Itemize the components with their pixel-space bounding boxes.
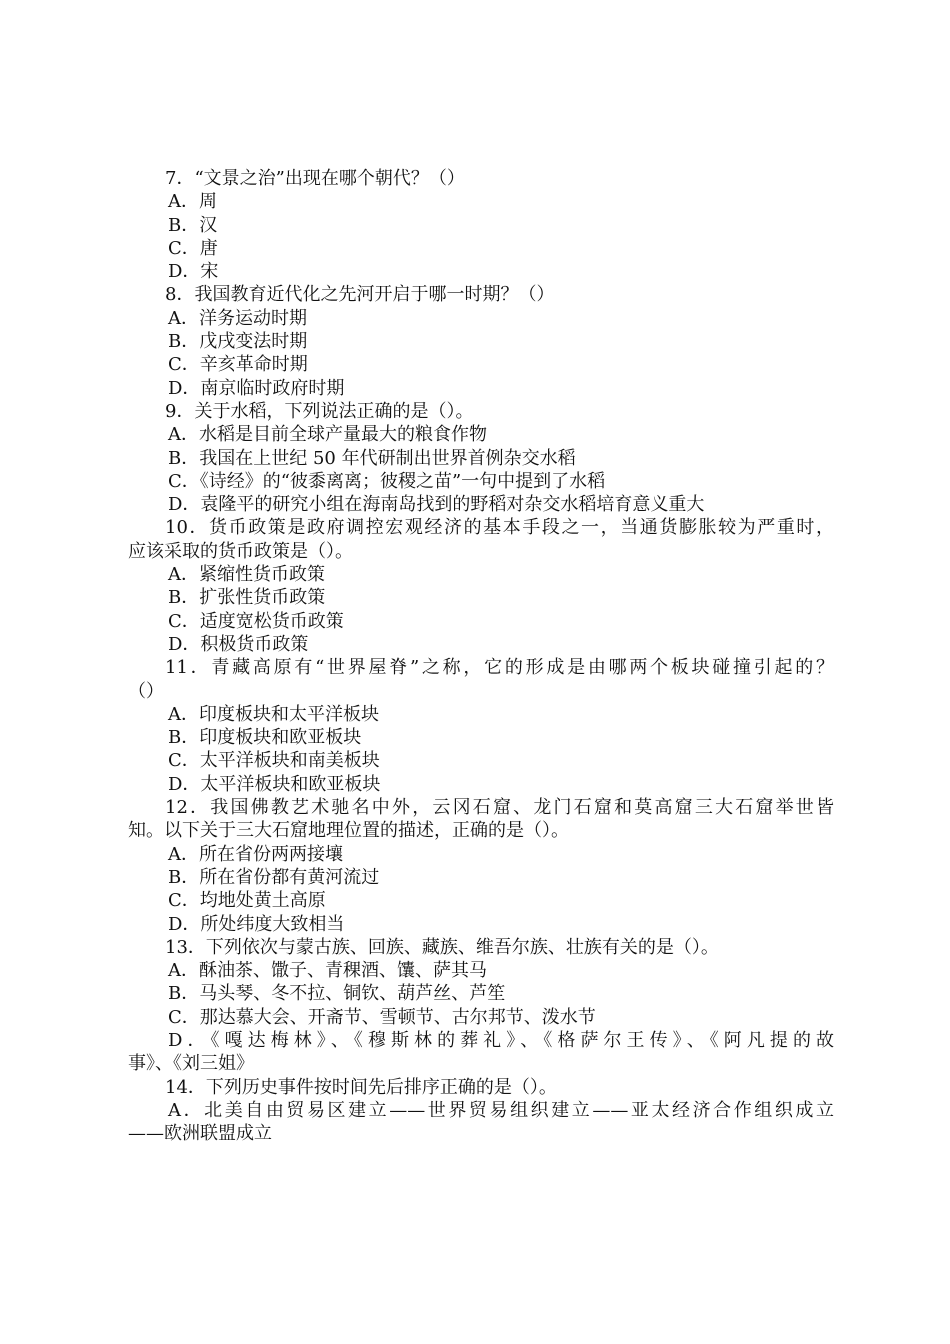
answer-option: B．所在省份都有黄河流过 [168,866,380,888]
question-stem: 14．下列历史事件按时间先后排序正确的是（）。 [165,1076,557,1098]
answer-option: A．所在省份两两接壤 [168,843,343,865]
answer-option: B．马头琴、冬不拉、铜钦、葫芦丝、芦笙 [168,983,506,1005]
continuation-line: （） [128,680,164,702]
answer-option: D．宋 [168,261,219,283]
answer-option: A．洋务运动时期 [168,307,307,329]
answer-option: B．我国在上世纪 50 年代研制出世界首例杂交水稻 [168,447,576,469]
answer-option: C．均地处黄土高原 [168,890,326,912]
answer-option: D．所处纬度大致相当 [168,913,345,935]
question-stem: 13．下列依次与蒙古族、回族、藏族、维吾尔族、壮族有关的是（）。 [165,936,719,958]
continuation-line: 事》、《刘三姐》 [128,1053,254,1075]
continuation-line: 应该采取的货币政策是（）。 [128,540,353,562]
answer-option: A．紧缩性货币政策 [168,564,325,586]
answer-option: A．周 [168,191,217,213]
answer-option: D．袁隆平的研究小组在海南岛找到的野稻对杂交水稻培育意义重大 [168,494,705,516]
answer-option: A．印度板块和太平洋板块 [168,703,379,725]
answer-option: D．《嘎达梅林》、《穆斯林的葬礼》、《格萨尔王传》、《阿凡提的故 [168,1029,834,1051]
answer-option: C．太平洋板块和南美板块 [168,750,380,772]
question-stem: 8．我国教育近代化之先河开启于哪一时期？（） [165,284,555,306]
answer-option: B．戊戌变法时期 [168,331,308,353]
answer-option: B．汉 [168,214,218,236]
answer-option: D．南京临时政府时期 [168,377,345,399]
continuation-line: ——欧洲联盟成立 [128,1123,272,1145]
document-page [128,167,834,1145]
answer-option: C．《诗经》的“彼黍离离；彼稷之苗”一句中提到了水稻 [168,470,606,492]
answer-option: C．适度宽松货币政策 [168,610,344,632]
answer-option: C．那达慕大会、开斋节、雪顿节、古尔邦节、泼水节 [168,1006,596,1028]
continuation-line: 知。以下关于三大石窟地理位置的描述，正确的是（）。 [128,820,569,842]
answer-option: B．印度板块和欧亚板块 [168,727,362,749]
question-stem: 11．青藏高原有“世界屋脊”之称，它的形成是由哪两个板块碰撞引起的？ [165,657,834,679]
answer-option: D．太平洋板块和欧亚板块 [168,773,381,795]
question-stem: 12．我国佛教艺术驰名中外，云冈石窟、龙门石窟和莫高窟三大石窟举世皆 [165,797,834,819]
answer-option: C．辛亥革命时期 [168,354,308,376]
question-stem: 10．货币政策是政府调控宏观经济的基本手段之一，当通货膨胀较为严重时， [165,517,834,539]
question-stem: 7．“文景之治”出现在哪个朝代？（） [165,168,465,189]
answer-option: A．酥油茶、馓子、青稞酒、馕、萨其马 [168,960,487,982]
answer-option: A．水稻是目前全球产量最大的粮食作物 [168,424,487,446]
question-stem: 9．关于水稻，下列说法正确的是（）。 [165,400,474,422]
answer-option: C．唐 [168,237,218,259]
answer-option: D．积极货币政策 [168,633,309,655]
answer-option: B．扩张性货币政策 [168,587,326,609]
answer-option: A．北美自由贸易区建立——世界贸易组织建立——亚太经济合作组织成立 [168,1099,834,1121]
